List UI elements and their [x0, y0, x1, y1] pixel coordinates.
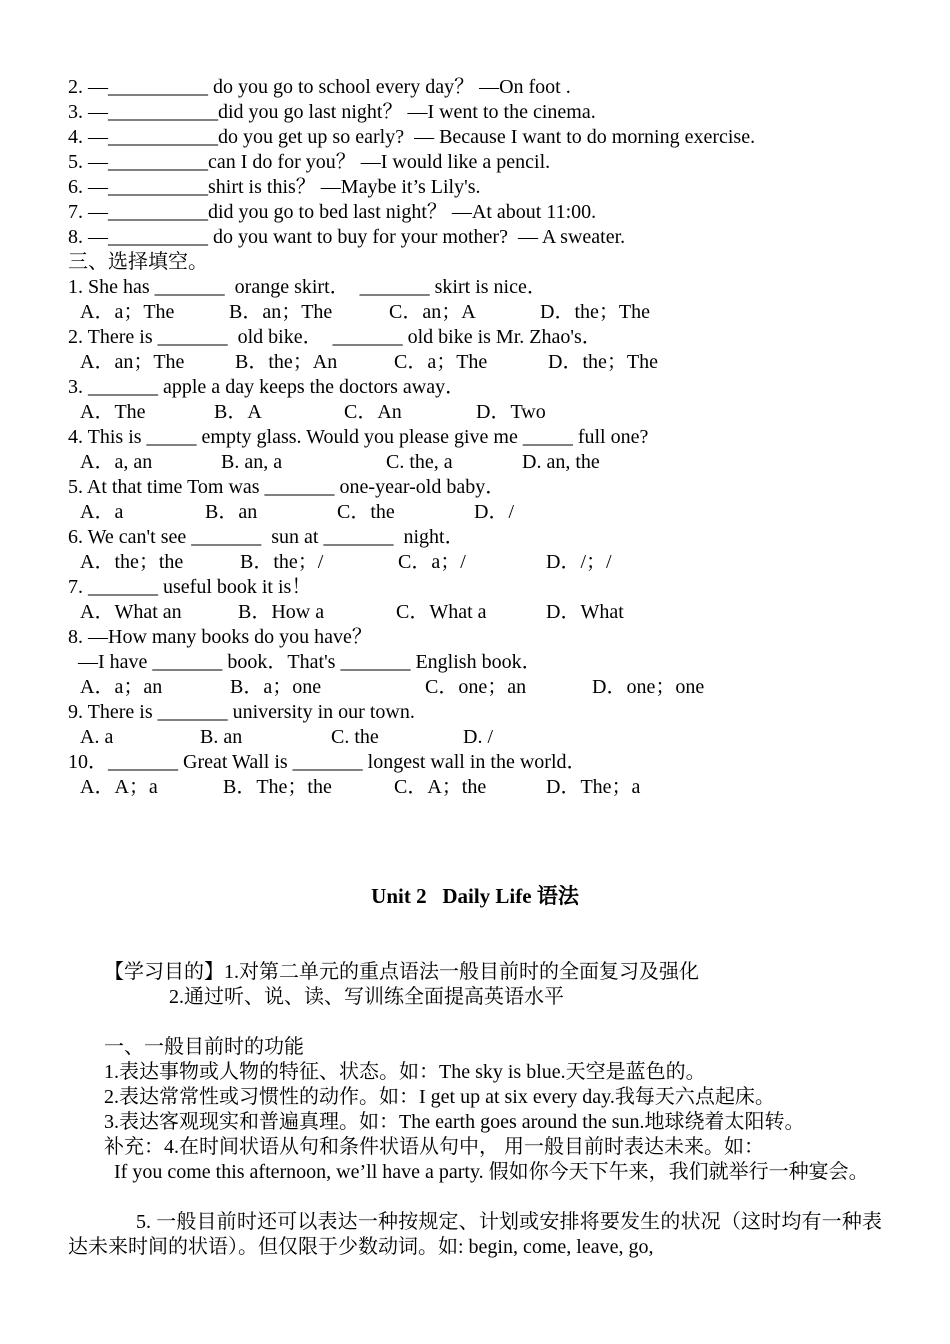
option-d: D．/ [474, 501, 514, 523]
option-b: B．the；An [235, 351, 338, 373]
section-heading: 一、一般目前时的功能 [104, 1036, 304, 1058]
question-text: 8. —How many books do you have？ [68, 626, 372, 648]
question-text: 7. _______ useful book it is！ [68, 576, 312, 598]
question-text: 3. _______ apple a day keeps the doctors away． [68, 376, 466, 398]
question-text: 10．_______ Great Wall is _______ longest wall in the world． [68, 751, 587, 773]
function-item: 3.表达客观现实和普遍真理。如：The earth goes around the sun.地球绕着太阳转。 [104, 1111, 805, 1133]
option-d: D．What [546, 601, 624, 623]
option-a: A．the；the [80, 551, 184, 573]
option-c: C. the [331, 726, 379, 748]
fill-in-line: 2. —__________ do you go to school every day？ —On foot . [68, 76, 571, 98]
option-d: D. an, the [522, 451, 600, 473]
option-d: D．The；a [546, 776, 641, 798]
function-item: 2.表达常常性或习惯性的动作。如：I get up at six every day.我每天六点起床。 [104, 1086, 775, 1108]
option-c: C．An [344, 401, 402, 423]
option-a: A．What an [80, 601, 182, 623]
option-b: B. an [200, 726, 243, 748]
option-c: C．a；The [394, 351, 488, 373]
option-b: B．an；The [229, 301, 333, 323]
function-paragraph: 5. 一般目前时还可以表达一种按规定、计划或安排将要发生的状况（这时均有一种表达未来时间的状语）。但仅限于少数动词。如: begin, come, leave, go, [68, 1211, 882, 1258]
question-text: —I have _______ book．That's _______ English book． [78, 651, 542, 673]
option-b: B．a；one [230, 676, 322, 698]
option-c: C．a；/ [398, 551, 466, 573]
section-heading: 三、选择填空。 [68, 251, 208, 273]
function-item: 补充：4.在时间状语从句和条件状语从句中， 用一般目前时表达未来。如： [104, 1136, 764, 1158]
option-a: A．a；The [80, 301, 175, 323]
option-b: B. an, a [221, 451, 283, 473]
option-c: C．What a [396, 601, 487, 623]
example-paragraph: If you come this afternoon, we’ll have a party. 假如你今天下午来，我们就举行一种宴会。 [114, 1161, 869, 1183]
option-d: D．one；one [592, 676, 705, 698]
option-a: A．a [80, 501, 124, 523]
fill-in-line: 7. —__________did you go to bed last night？ —At about 11:00. [68, 201, 597, 223]
option-c: C．an；A [389, 301, 476, 323]
learning-goal-line: 【学习目的】1.对第二单元的重点语法一般目前时的全面复习及强化 [104, 961, 699, 983]
question-text: 6. We can't see _______ sun at _______ night． [68, 526, 465, 548]
fill-in-line: 3. —___________did you go last night？ —I went to the cinema. [68, 101, 596, 123]
learning-goal-line: 2.通过听、说、读、写训练全面提高英语水平 [169, 986, 564, 1008]
option-d: D．Two [476, 401, 546, 423]
option-a: A．The [80, 401, 146, 423]
option-a: A. a [80, 726, 114, 748]
question-text: 9. There is _______ university in our town. [68, 701, 415, 723]
option-b: B．How a [238, 601, 325, 623]
option-a: A．A；a [80, 776, 158, 798]
fill-in-line: 8. —__________ do you want to buy for your mother? — A sweater. [68, 226, 626, 248]
option-b: B．A [214, 401, 262, 423]
option-d: D．the；The [540, 301, 650, 323]
option-c: C．the [337, 501, 395, 523]
fill-in-line: 6. —__________shirt is this？ —Maybe it’s Lily's. [68, 176, 481, 198]
option-b: B．an [205, 501, 258, 523]
option-c: C．A；the [394, 776, 487, 798]
option-b: B．the；/ [240, 551, 324, 573]
option-c: C. the, a [386, 451, 453, 473]
question-text: 5. At that time Tom was _______ one-year-old baby． [68, 476, 506, 498]
unit-title: Unit 2 Daily Life 语法 [371, 884, 579, 908]
question-text: 1. She has _______ orange skirt． _______ skirt is nice． [68, 276, 547, 298]
option-a: A．an；The [80, 351, 185, 373]
fill-in-line: 5. —__________can I do for you？ —I would like a pencil. [68, 151, 551, 173]
option-c: C．one；an [425, 676, 527, 698]
option-b: B．The；the [223, 776, 332, 798]
option-d: D．the；The [548, 351, 658, 373]
question-text: 4. This is _____ empty glass. Would you please give me _____ full one? [68, 426, 649, 448]
option-d: D. / [463, 726, 493, 748]
function-item: 1.表达事物或人物的特征、状态。如：The sky is blue.天空是蓝色的。 [104, 1061, 706, 1083]
option-d: D．/；/ [546, 551, 612, 573]
option-a: A．a；an [80, 676, 163, 698]
question-text: 2. There is _______ old bike． _______ old bike is Mr. Zhao's． [68, 326, 602, 348]
fill-in-line: 4. —___________do you get up so early? — Because I want to do morning exercise. [68, 126, 756, 148]
option-a: A．a, an [80, 451, 153, 473]
